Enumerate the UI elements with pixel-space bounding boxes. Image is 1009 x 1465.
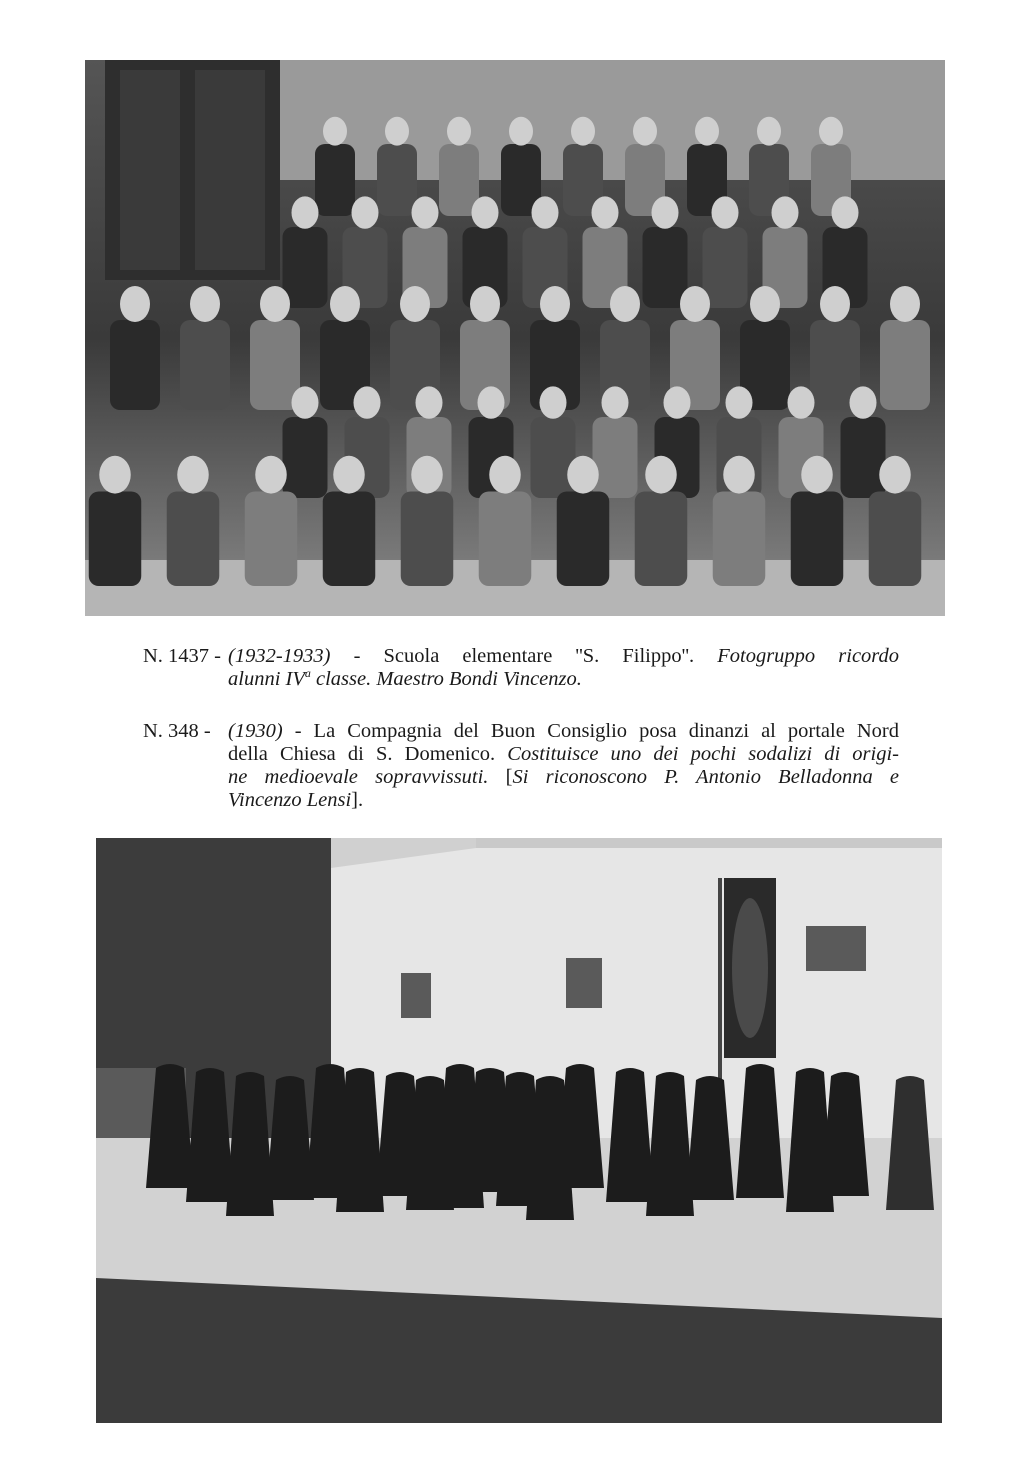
child-head: [400, 286, 430, 322]
child-head: [645, 456, 677, 494]
child-head: [260, 286, 290, 322]
child-head: [177, 456, 209, 494]
caption-line: [228, 766, 899, 789]
caption-text: della Chiesa di S. Domenico.: [228, 743, 496, 765]
caption-line: [228, 668, 899, 691]
child-head: [772, 196, 799, 228]
caption-year: (1932-1933): [228, 645, 331, 667]
child-head: [633, 117, 657, 146]
child-head: [412, 196, 439, 228]
child-head: [712, 196, 739, 228]
child-body: [593, 417, 638, 498]
child-head: [255, 456, 287, 494]
child-head: [470, 286, 500, 322]
child-head: [509, 117, 533, 146]
child-head: [610, 286, 640, 322]
child-head: [890, 286, 920, 322]
child-head: [292, 386, 319, 418]
caption-number: N. 1437 -: [143, 645, 222, 667]
child-head: [540, 386, 567, 418]
child-head: [819, 117, 843, 146]
caption-title: - La Compagnia del Buon Consiglio posa dinanzi al portale Nord: [282, 720, 899, 742]
child-head: [652, 196, 679, 228]
child-head: [750, 286, 780, 322]
child-head: [664, 386, 691, 418]
child-head: [352, 196, 379, 228]
child-head: [532, 196, 559, 228]
child-head: [472, 196, 499, 228]
child-head: [489, 456, 521, 494]
child-head: [540, 286, 570, 322]
caption-italic-text: Costituisce uno dei pochi sodalizi di origi-: [495, 743, 899, 765]
child-head: [323, 117, 347, 146]
child-body: [180, 320, 230, 410]
child-head: [850, 386, 877, 418]
child-head: [447, 117, 471, 146]
child-head: [330, 286, 360, 322]
child-head: [190, 286, 220, 322]
child-head: [592, 196, 619, 228]
child-head: [120, 286, 150, 322]
caption-italic-text: alunni IV: [228, 668, 305, 690]
child-body: [643, 227, 688, 308]
child-head: [695, 117, 719, 146]
child-body: [880, 320, 930, 410]
child-body: [89, 492, 142, 587]
caption-line: [228, 645, 899, 668]
child-body: [167, 492, 220, 587]
child-body: [479, 492, 532, 587]
child-head: [292, 196, 319, 228]
caption-bracket: ].: [351, 789, 364, 811]
child-head: [820, 286, 850, 322]
caption-bracket: [: [488, 766, 513, 788]
caption-year: (1930): [228, 720, 283, 742]
child-body: [635, 492, 688, 587]
child-head: [354, 386, 381, 418]
child-head: [333, 456, 365, 494]
child-head: [99, 456, 131, 494]
child-head: [801, 456, 833, 494]
child-head: [571, 117, 595, 146]
child-head: [602, 386, 629, 418]
child-body: [713, 492, 766, 587]
child-body: [283, 227, 328, 308]
class-group-photo: [85, 60, 945, 616]
caption-italic-text: Si riconoscono P. Antonio Belladonna e: [512, 766, 900, 788]
caption-italic-text: Vincenzo Lensi: [228, 789, 352, 811]
caption-superscript: a: [304, 666, 311, 681]
child-head: [478, 386, 505, 418]
caption-line: [228, 743, 899, 766]
caption-title: Scuola elementare ''S. Filippo''.: [383, 645, 695, 667]
confraternity-photo: [96, 838, 942, 1423]
child-body: [401, 492, 454, 587]
class-group-illustration: [85, 60, 945, 616]
caption-italic-text: ne medioevale sopravvissuti.: [228, 766, 489, 788]
child-head: [726, 386, 753, 418]
child-body: [377, 144, 417, 216]
child-body: [110, 320, 160, 410]
child-body: [791, 492, 844, 587]
child-body: [557, 492, 610, 587]
caption-line: [228, 789, 899, 812]
caption-photo-1437: [143, 645, 899, 695]
child-body: [323, 492, 376, 587]
hooded-figures: [146, 1064, 934, 1220]
caption-italic-text: classe. Maestro Bondi Vincenzo.: [310, 668, 582, 690]
child-head: [567, 456, 599, 494]
child-body: [869, 492, 922, 587]
child-body: [283, 417, 328, 498]
child-body: [703, 227, 748, 308]
caption-photo-348: [143, 720, 899, 816]
caption-separator: -: [330, 645, 384, 667]
child-head: [411, 456, 443, 494]
confraternity-illustration: [96, 838, 942, 1423]
caption-line: [228, 720, 899, 743]
caption-number: N. 348 -: [143, 720, 211, 742]
child-head: [723, 456, 755, 494]
child-head: [788, 386, 815, 418]
child-body: [315, 144, 355, 216]
child-body: [531, 417, 576, 498]
child-head: [416, 386, 443, 418]
child-head: [832, 196, 859, 228]
child-head: [879, 456, 911, 494]
child-body: [245, 492, 298, 587]
child-body: [841, 417, 886, 498]
child-head: [680, 286, 710, 322]
child-head: [385, 117, 409, 146]
child-head: [757, 117, 781, 146]
caption-italic-text: Fotogruppo ricordo: [694, 645, 900, 667]
